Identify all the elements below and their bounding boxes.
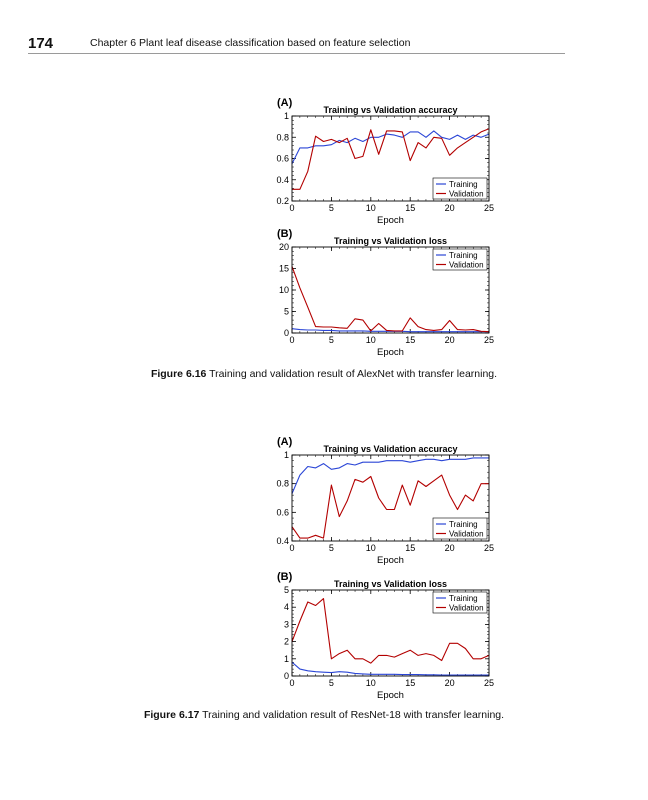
y-tick-label: 0.6 (276, 153, 289, 164)
figure-label: Figure 6.16 (150, 368, 207, 380)
y-tick-label: 0.6 (276, 507, 289, 518)
x-tick-label: 10 (365, 678, 376, 688)
x-tick-label: 15 (405, 543, 416, 553)
y-tick-label: 5 (283, 585, 289, 595)
x-axis-label: Epoch (377, 215, 404, 226)
x-tick-label: 10 (365, 203, 376, 213)
x-tick-label: 0 (289, 678, 295, 688)
y-tick-label: 1 (283, 450, 289, 460)
legend-label: Validation (449, 260, 484, 270)
y-tick-label: 0.4 (276, 536, 289, 546)
y-tick-label: 2 (283, 636, 289, 647)
x-tick-label: 0 (289, 203, 295, 213)
panel-label: (B) (277, 571, 293, 583)
x-tick-label: 0 (289, 335, 295, 345)
y-tick-label: 0.2 (276, 196, 289, 206)
x-tick-label: 10 (365, 543, 376, 553)
x-tick-label: 10 (365, 335, 376, 345)
x-tick-label: 20 (444, 543, 455, 553)
y-tick-label: 0.8 (276, 478, 289, 489)
y-tick-label: 3 (283, 619, 289, 630)
panel-label: (A) (277, 97, 293, 109)
y-tick-label: 1 (283, 653, 289, 664)
x-tick-label: 25 (483, 335, 495, 345)
x-tick-label: 5 (328, 543, 334, 553)
legend-label: Training (449, 251, 478, 260)
panel-label: (B) (277, 228, 293, 240)
running-head: Chapter 6 Plant leaf disease classification based on feature selection (90, 37, 411, 49)
y-tick-label: 10 (278, 285, 289, 295)
y-tick-label: 15 (278, 263, 289, 274)
legend-label: Training (449, 520, 478, 529)
chart-title: Training vs Validation loss (333, 579, 448, 589)
legend-label: Training (449, 594, 478, 603)
x-tick-label: 5 (328, 678, 334, 688)
x-tick-label: 15 (405, 203, 416, 213)
x-tick-label: 25 (483, 678, 495, 688)
x-axis-label: Epoch (377, 690, 404, 701)
chart-title: Training vs Validation accuracy (323, 444, 458, 454)
x-tick-label: 20 (444, 678, 455, 688)
x-axis-label: Epoch (377, 347, 404, 358)
x-tick-label: 5 (328, 335, 334, 345)
y-tick-label: 0.8 (276, 132, 289, 143)
figure-label: Figure 6.17 (143, 709, 200, 721)
legend-label: Validation (449, 529, 484, 539)
x-tick-label: 25 (483, 543, 495, 553)
x-tick-label: 15 (405, 678, 416, 688)
legend-label: Validation (449, 603, 484, 613)
series-line-training (292, 662, 489, 675)
y-tick-label: 20 (278, 242, 289, 252)
y-tick-label: 4 (283, 602, 289, 613)
figure-caption-text: Training and validation result of ResNet-18 with transfer learning. (202, 709, 505, 721)
y-tick-label: 0 (283, 328, 289, 338)
y-tick-label: 1 (283, 111, 289, 121)
x-tick-label: 20 (444, 335, 455, 345)
panel-label: (A) (277, 436, 293, 448)
y-tick-label: 0 (283, 671, 289, 681)
x-tick-label: 5 (328, 203, 334, 213)
chart-title: Training vs Validation accuracy (323, 105, 458, 115)
x-tick-label: 0 (289, 543, 295, 553)
x-tick-label: 20 (444, 203, 455, 213)
y-tick-label: 0.4 (276, 174, 289, 185)
figure-6-16-caption (0, 368, 648, 380)
page-number: 174 (28, 35, 54, 52)
x-axis-label: Epoch (377, 555, 404, 566)
y-tick-label: 5 (283, 306, 289, 317)
figure-6-17-caption (0, 709, 648, 721)
chart-title: Training vs Validation loss (333, 236, 448, 246)
x-tick-label: 25 (483, 203, 495, 213)
legend-label: Validation (449, 189, 484, 199)
figure-caption-text: Training and validation result of AlexNet with transfer learning. (209, 368, 498, 380)
x-tick-label: 15 (405, 335, 416, 345)
legend-label: Training (449, 180, 478, 189)
